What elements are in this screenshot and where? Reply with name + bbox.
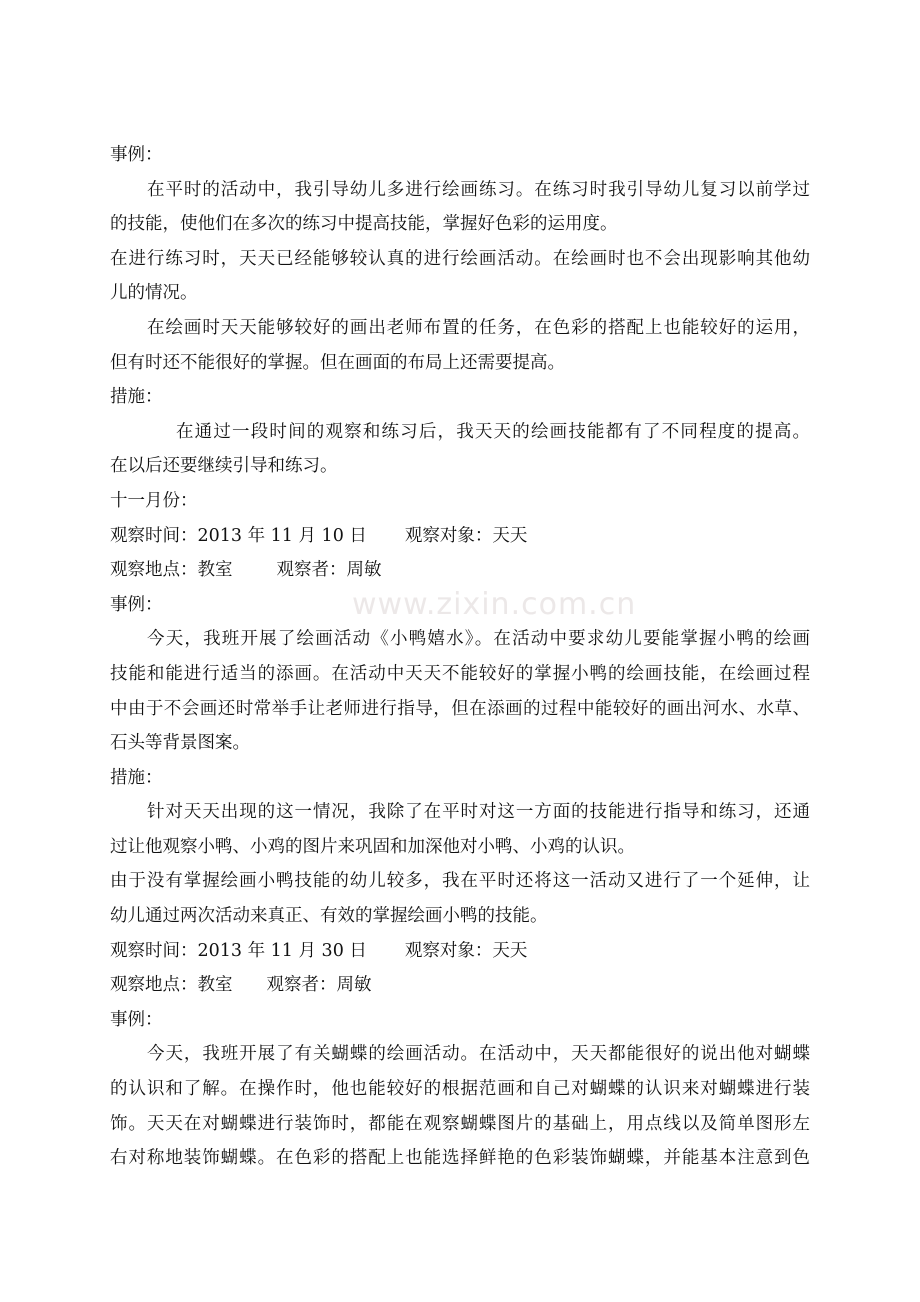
section-heading-example: 事例： [110, 1009, 163, 1030]
section-heading-example: 事例： [110, 145, 163, 165]
observation-info-row [110, 934, 810, 969]
paragraph-line: 由于没有掌握绘画小鸭技能的幼儿较多，我在平时还将这一活动又进行了一个延伸，让 [110, 871, 810, 892]
paragraph-line: 儿的情况。 [110, 283, 198, 304]
paragraph-line: 的认识和了解。在操作时，他也能较好的根据范画和自己对蝴蝶的认识来对蝴蝶进行装 [110, 1079, 810, 1100]
paragraph-line: 在绘画时天天能够较好的画出老师布置的任务，在色彩的搭配上也能较好的运用， [147, 317, 810, 338]
paragraph-line: 在进行练习时，天天已经能够较认真的进行绘画活动。在绘画时也不会出现影响其他幼 [110, 248, 810, 269]
section-heading-measures: 措施： [110, 767, 163, 788]
paragraph-line: 中由于不会画还时常举手让老师进行指导，但在添画的过程中能较好的画出河水、水草、 [110, 698, 810, 719]
observer: 观察者：周敏 [276, 560, 382, 581]
paragraph-line: 今天，我班开展了有关蝴蝶的绘画活动。在活动中，天天都能很好的说出他对蝴蝶 [147, 1044, 810, 1065]
paragraph-line: 饰。天天在对蝴蝶进行装饰时，都能在观察蝴蝶图片的基础上，用点线以及简单图形左 [110, 1113, 810, 1134]
paragraph-line: 右对称地装饰蝴蝶。在色彩的搭配上也能选择鲜艳的色彩装饰蝴蝶，并能基本注意到色 [110, 1148, 810, 1169]
section-heading-measures: 措施： [110, 387, 163, 408]
document-body [110, 138, 810, 1176]
observation-time: 观察时间：2013 年 11 月 10 日 [110, 525, 367, 546]
observation-subject: 观察对象：天天 [404, 525, 528, 546]
observation-place: 观察地点：教室 [110, 975, 233, 996]
paragraph-line: 石头等背景图案。 [110, 733, 250, 754]
observation-info-row [110, 968, 810, 1003]
observation-info-row [110, 553, 810, 588]
paragraph-line: 在通过一段时间的观察和练习后，我天天的绘画技能都有了不同程度的提高。 [176, 421, 810, 442]
paragraph-line: 过让他观察小鸭、小鸡的图片来巩固和加深他对小鸭、小鸡的认识。 [110, 836, 635, 857]
paragraph-line: 的技能，使他们在多次的练习中提高技能，掌握好色彩的运用度。 [110, 214, 618, 235]
paragraph-line: 针对天天出现的这一情况，我除了在平时对这一方面的技能进行指导和练习，还通 [147, 802, 810, 823]
month-heading: 十一月份： [110, 490, 198, 511]
observation-info-row [110, 519, 810, 554]
paragraph-line: 幼儿通过两次活动来真正、有效的掌握绘画小鸭的技能。 [110, 906, 548, 927]
observation-place: 观察地点：教室 [110, 560, 233, 581]
observation-time: 观察时间：2013 年 11 月 30 日 [110, 940, 367, 961]
paragraph-line: 但有时还不能很好的掌握。但在画面的布局上还需要提高。 [110, 352, 565, 373]
paragraph-line: 在以后还要继续引导和练习。 [110, 456, 338, 477]
paragraph-line: 技能和能进行适当的添画。在活动中天天不能较好的掌握小鸭的绘画技能，在绘画过程 [110, 663, 810, 684]
observer: 观察者：周敏 [266, 975, 372, 996]
observation-subject: 观察对象：天天 [404, 940, 528, 961]
paragraph-line: 在平时的活动中，我引导幼儿多进行绘画练习。在练习时我引导幼儿复习以前学过 [147, 179, 810, 200]
watermark-text: www.zixin.com.cn [352, 587, 637, 622]
section-heading-example: 事例： [110, 594, 163, 615]
paragraph-line: 今天，我班开展了绘画活动《小鸭嬉水》。在活动中要求幼儿要能掌握小鸭的绘画 [147, 629, 810, 650]
